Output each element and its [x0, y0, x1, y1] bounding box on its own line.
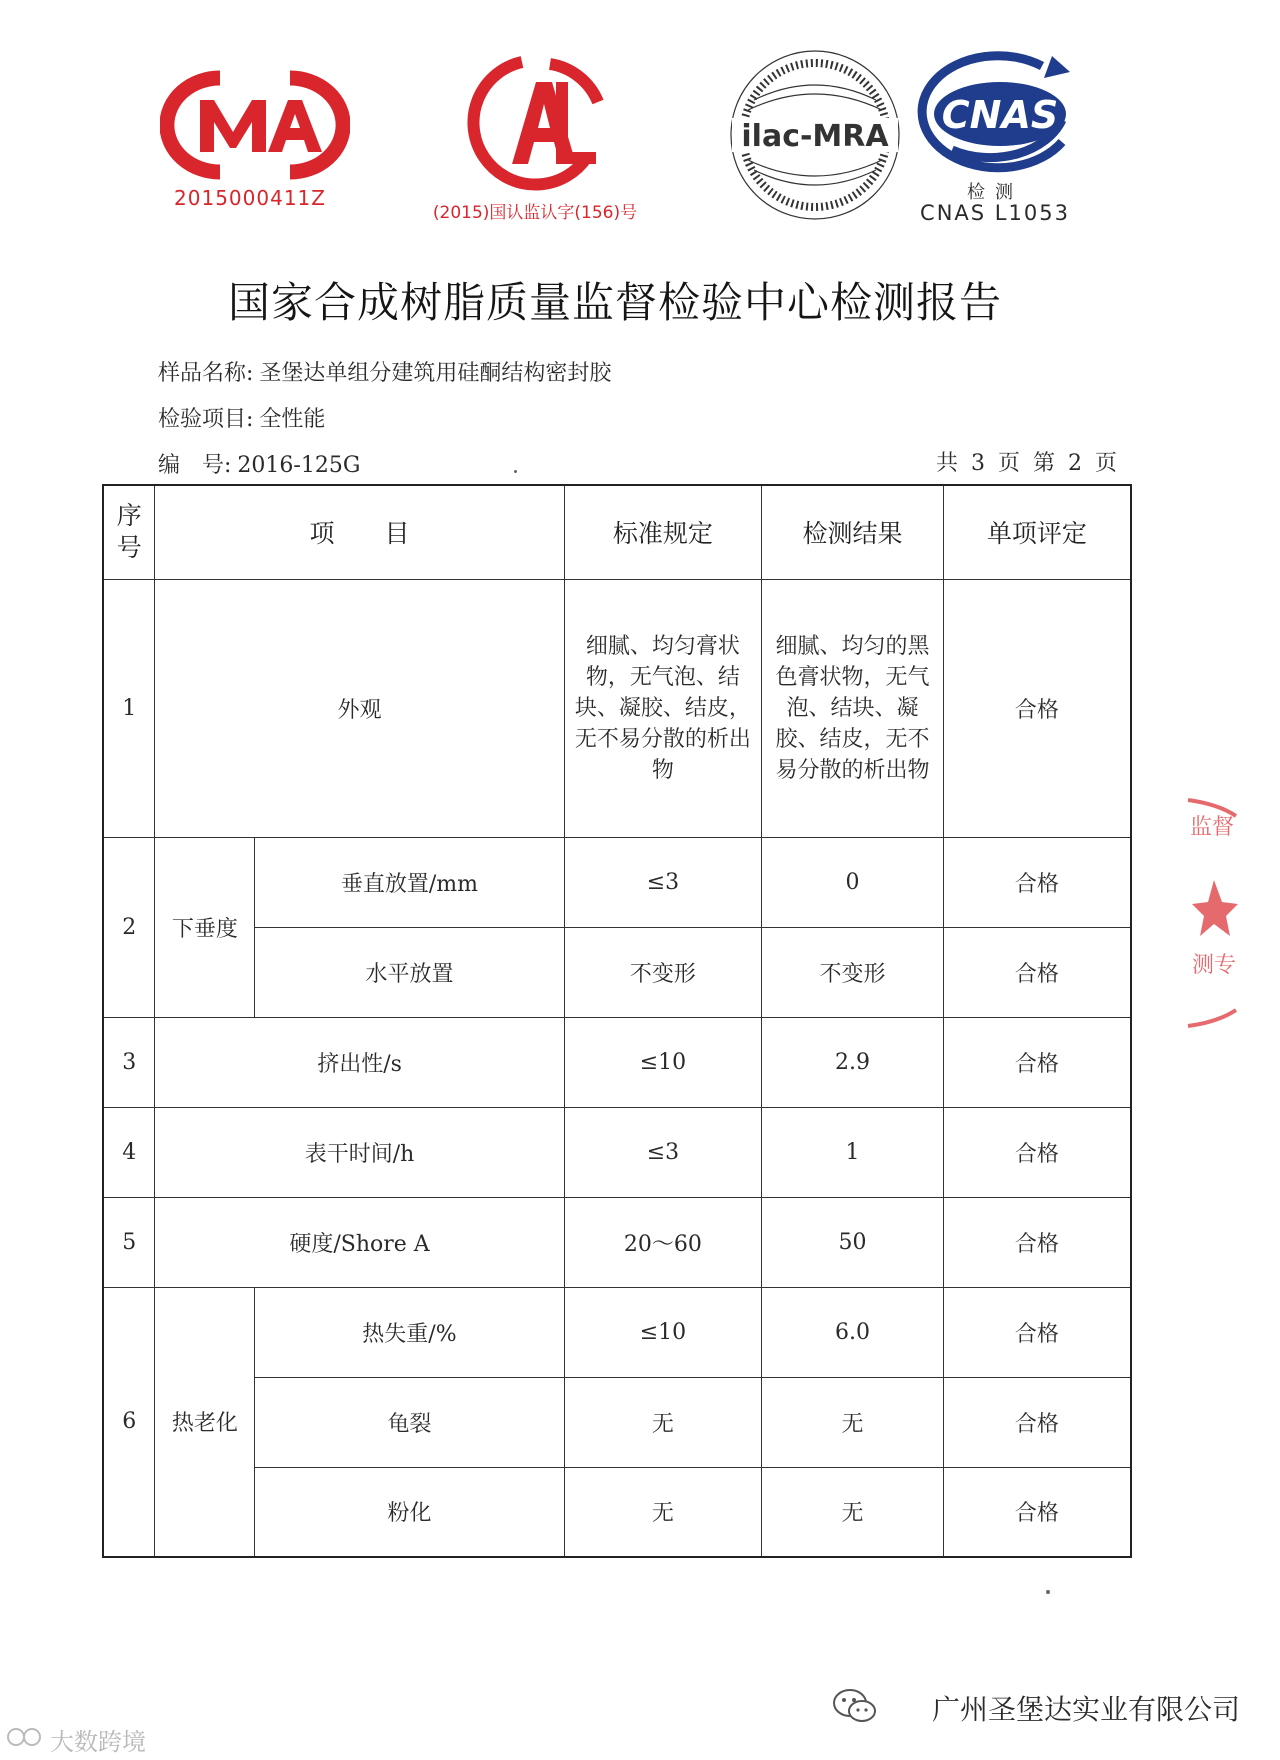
cma-code: 2015000411Z: [174, 186, 326, 210]
sample-name-value: 圣堡达单组分建筑用硅酮结构密封胶: [259, 361, 612, 386]
row-seq: 1: [103, 579, 155, 837]
results-table: [102, 484, 1132, 1558]
header-verdict: 单项评定: [943, 485, 1131, 579]
row-result: 0: [762, 837, 944, 927]
table-row: [103, 1467, 1131, 1557]
row-item: 硬度/Shore A: [155, 1197, 564, 1287]
test-item-label: 检验项目:: [158, 407, 254, 432]
test-item-line: [158, 402, 325, 433]
row-result: 细腻、均匀的黑色膏状物，无气泡、结块、凝胶、结皮，无不易分散的析出物: [762, 579, 944, 837]
row-standard: 不变形: [564, 927, 762, 1017]
row-item: 粉化: [255, 1467, 564, 1557]
report-number-label: 编 号:: [158, 453, 232, 478]
test-item-value: 全性能: [259, 407, 326, 432]
ilac-mra-logo-icon: [728, 48, 902, 222]
sample-name-line: [158, 356, 611, 387]
row-standard: ≤10: [564, 1017, 762, 1107]
row-result: 50: [762, 1197, 944, 1287]
row-group: 热老化: [155, 1287, 255, 1557]
row-seq: 3: [103, 1017, 155, 1107]
row-standard: ≤3: [564, 837, 762, 927]
cnas-caption-2: CNAS L1053: [920, 201, 1070, 225]
cnas-logo-text: CNAS: [941, 93, 1059, 137]
row-item: 外观: [155, 579, 564, 837]
row-item: 热失重/%: [255, 1287, 564, 1377]
row-verdict: 合格: [943, 1377, 1131, 1467]
table-row: [103, 1287, 1131, 1377]
cal-caption: (2015)国认监认字(156)号: [432, 203, 638, 223]
cnas-logo-icon: [912, 50, 1082, 180]
row-standard: ≤10: [564, 1287, 762, 1377]
row-result: 1: [762, 1107, 944, 1197]
row-seq: 5: [103, 1197, 155, 1287]
scan-speck: [1046, 1590, 1050, 1594]
row-verdict: 合格: [943, 1197, 1131, 1287]
sample-name-label: 样品名称:: [158, 361, 254, 386]
row-standard: ≤3: [564, 1107, 762, 1197]
table-row: [103, 579, 1131, 837]
row-seq: 6: [103, 1287, 155, 1557]
row-result: 不变形: [762, 927, 944, 1017]
report-number-line: [158, 448, 360, 479]
scan-speck: [514, 470, 517, 473]
accreditation-logos: [0, 0, 1280, 240]
row-verdict: 合格: [943, 1107, 1131, 1197]
row-seq: 2: [103, 837, 155, 1017]
table-row: [103, 1197, 1131, 1287]
cnas-caption-1: 检测: [967, 182, 1023, 203]
row-standard: 无: [564, 1467, 762, 1557]
report-title: 国家合成树脂质量监督检验中心检测报告: [227, 278, 1002, 327]
row-verdict: 合格: [943, 579, 1131, 837]
row-verdict: 合格: [943, 1287, 1131, 1377]
table-row: [103, 837, 1131, 927]
header-item: 项 目: [155, 485, 564, 579]
row-seq: 4: [103, 1107, 155, 1197]
row-result: 无: [762, 1377, 944, 1467]
row-result: 无: [762, 1467, 944, 1557]
table-row: [103, 1107, 1131, 1197]
row-verdict: 合格: [943, 1467, 1131, 1557]
table-row: [103, 1377, 1131, 1467]
watermark-logo-icon: [6, 1722, 46, 1752]
row-standard: 细腻、均匀膏状物，无气泡、结块、凝胶、结皮，无不易分散的析出物: [564, 579, 762, 837]
wechat-icon: [830, 1686, 880, 1726]
row-item: 挤出性/s: [155, 1017, 564, 1107]
row-verdict: 合格: [943, 1017, 1131, 1107]
official-seal-stamp: [1178, 796, 1238, 1030]
company-name: 广州圣堡达实业有限公司: [931, 1693, 1240, 1726]
row-verdict: 合格: [943, 927, 1131, 1017]
table-row: [103, 927, 1131, 1017]
page-info: 共 3 页 第 2 页: [936, 451, 1120, 476]
table-row: [103, 1017, 1131, 1107]
cal-logo-icon: [452, 52, 618, 192]
header-seq: 序号: [103, 485, 155, 579]
row-verdict: 合格: [943, 837, 1131, 927]
watermark-text: 大数跨境: [50, 1728, 146, 1756]
row-standard: 20～60: [564, 1197, 762, 1287]
row-item: 水平放置: [255, 927, 564, 1017]
stamp-text-top: 监督: [1190, 815, 1235, 840]
header-result: 检测结果: [762, 485, 944, 579]
row-item: 龟裂: [255, 1377, 564, 1467]
report-number-value: 2016-125G: [237, 453, 361, 478]
row-item: 表干时间/h: [155, 1107, 564, 1197]
row-result: 6.0: [762, 1287, 944, 1377]
table-header-row: [103, 485, 1131, 579]
ilac-logo-text: ilac-MRA: [741, 119, 889, 154]
row-result: 2.9: [762, 1017, 944, 1107]
stamp-text-bottom: 测专: [1192, 953, 1237, 978]
header-standard: 标准规定: [564, 485, 762, 579]
row-group: 下垂度: [155, 837, 255, 1017]
cma-logo-icon: [160, 70, 350, 180]
row-standard: 无: [564, 1377, 762, 1467]
row-item: 垂直放置/mm: [255, 837, 564, 927]
